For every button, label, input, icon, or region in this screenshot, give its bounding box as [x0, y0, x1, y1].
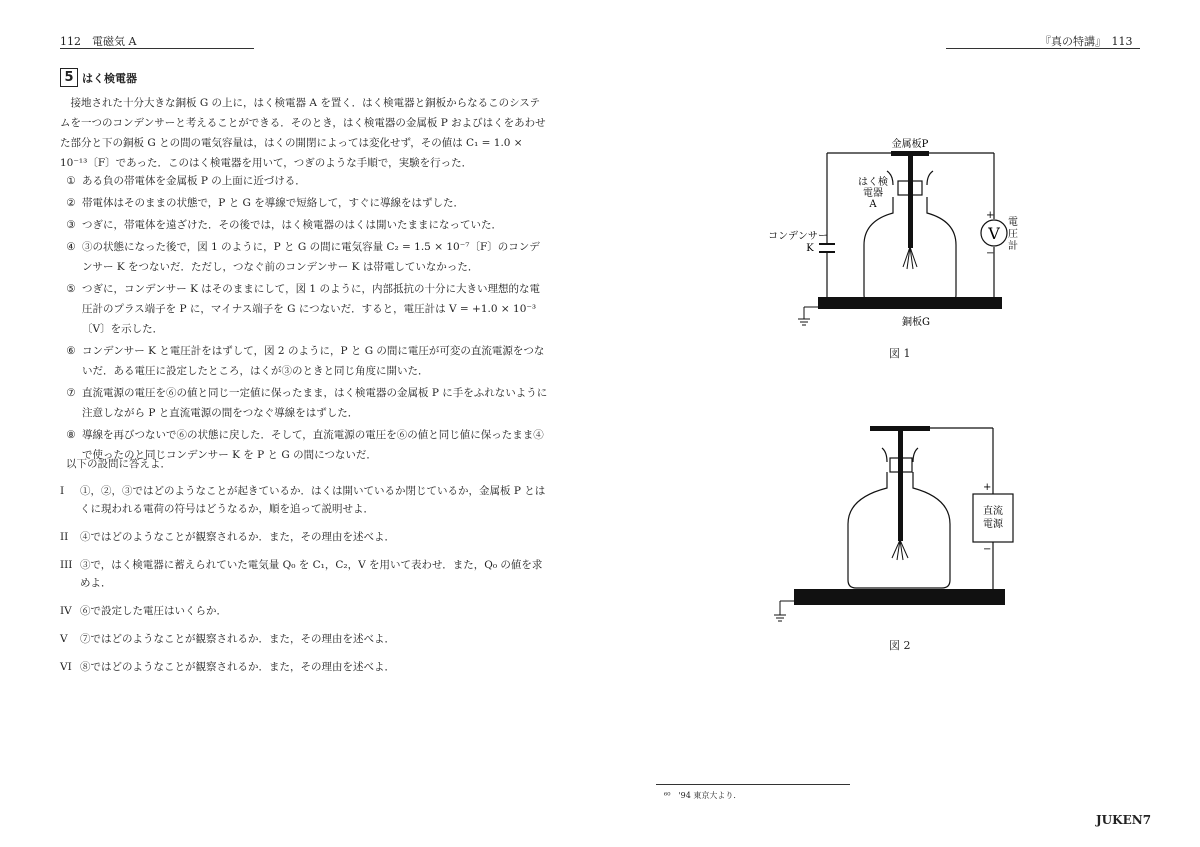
question-text: ⑥で設定した電圧はいくらか．	[80, 605, 227, 617]
step-text: 直流電源の電圧を⑥の値と同じ一定値に保ったまま，はく検電器の金属板 P に手をふれないように注意しながら P と直流電源の間をつなぐ導線をはずした．	[82, 387, 548, 419]
questions-list	[60, 482, 550, 686]
fig1-capacitor-label-1: コンデンサー	[768, 231, 828, 242]
step-text: ③の状態になった後で，図 1 のように，P と G の間に電気容量 C₂ = 1.5 × 10⁻⁷〔F〕のコンデンサー K をつないだ．ただし，つなぐ前のコンデンサー K は帯電していなかった．	[82, 241, 540, 273]
copper-plate-g	[794, 589, 1005, 605]
dc-power-source	[973, 494, 1013, 542]
step-number: ⑦	[66, 387, 76, 399]
question-item	[60, 658, 550, 676]
question-number: III	[60, 559, 73, 571]
ground-icon	[798, 307, 818, 325]
voltmeter-label-3: 計	[1008, 241, 1018, 252]
procedure-step	[60, 237, 550, 277]
step-text: 帯電体はそのままの状態で，P と G を導線で短絡して，すぐに導線をはずした．	[82, 197, 465, 209]
procedure-step	[60, 215, 550, 235]
question-item	[60, 602, 550, 620]
question-text: ③で，はく検電器に蓄えられていた電気量 Q₀ を C₁，C₂，V を用いて表わせ．また，Q₀ の値を求めよ．	[80, 559, 543, 589]
question-text: ④ではどのようなことが観察されるか．また，その理由を述べよ．	[80, 531, 395, 543]
question-prompt: 以下の設問に答えよ．	[66, 458, 171, 470]
footnote: ⁶⁰ '94 東京大より．	[664, 791, 742, 800]
step-number: ①	[66, 175, 76, 187]
voltmeter-minus: −	[986, 248, 995, 259]
question-number: VI	[60, 661, 72, 673]
fig1-electroscope-label-1: はく検	[858, 177, 888, 188]
left-header-rule	[60, 48, 254, 49]
fig1-electroscope-label-3: A	[869, 199, 877, 210]
section-title: はく検電器	[82, 71, 137, 85]
fig1-capacitor-label-2: K	[806, 243, 814, 254]
fig1-electroscope-label-2: 電器	[863, 188, 883, 199]
question-text: ⑦ではどのようなことが観察されるか．また，その理由を述べよ．	[80, 633, 395, 645]
footnote-rule	[656, 784, 850, 785]
step-text: コンデンサー K と電圧計をはずして，図 2 のように，P と G の間に電圧が可変の直流電源をつないだ．ある電圧に設定したところ，はくが③のときと同じ角度に開いた．	[82, 345, 545, 377]
copper-plate-g	[818, 297, 1002, 309]
procedure-step	[60, 171, 550, 191]
brand-logo: JUKEN7	[1096, 813, 1152, 827]
step-number: ③	[66, 219, 76, 231]
voltmeter-label-2: 圧	[1008, 229, 1018, 240]
procedure-step	[60, 279, 550, 339]
ground-icon	[774, 601, 794, 621]
step-text: 導線を再びつないで⑥の状態に戻した．そして，直流電源の電圧を⑥の値と同じ値に保ったまま④で使ったのと同じコンデンサー K を P と G の間につないだ．	[82, 429, 544, 461]
electroscope-leaves	[892, 540, 908, 560]
voltmeter-plus: +	[986, 210, 995, 221]
dc-source-minus: −	[983, 544, 992, 555]
question-text: ①，②，③ではどのようなことが起きているか．はくは開いているか閉じているか，金属板 P とはくに現われる電荷の符号はどうなるか，順を追って説明せよ．	[80, 485, 546, 515]
figure-1-diagram	[760, 135, 1020, 335]
question-number: II	[60, 531, 69, 543]
question-item	[60, 556, 550, 592]
voltmeter-letter: V	[988, 224, 1000, 243]
question-item	[60, 630, 550, 648]
figure-1-caption: 図 1	[889, 347, 911, 360]
question-item	[60, 528, 550, 546]
procedure-steps	[60, 171, 550, 467]
figure-2-diagram	[770, 420, 1030, 630]
dc-source-plus: +	[983, 482, 992, 493]
metal-plate-p	[891, 151, 929, 156]
procedure-step	[60, 383, 550, 423]
question-item	[60, 482, 550, 518]
step-text: つぎに，帯電体を遠ざけた．その後では，はく検電器のはくは開いたままになっていた．	[82, 219, 502, 231]
electroscope-leaves	[903, 247, 917, 269]
electroscope-rod	[898, 431, 903, 541]
question-text: ⑧ではどのようなことが観察されるか．また，その理由を述べよ．	[80, 661, 395, 673]
step-number: ⑧	[66, 429, 76, 441]
step-number: ⑤	[66, 283, 76, 295]
step-number: ④	[66, 241, 76, 253]
question-number: IV	[60, 605, 72, 617]
voltmeter-label-1: 電	[1008, 217, 1018, 228]
dc-source-label-1: 直流	[983, 506, 1003, 517]
fig1-plate-label: 金属板P	[891, 139, 929, 150]
step-number: ⑥	[66, 345, 76, 357]
intro-paragraph: 接地された十分大きな銅板 G の上に，はく検電器 A を置く．はく検電器と銅板からなるこのシステムを一つのコンデンサーと考えることができる．そのとき，はく検電器の金属板 P およびはくをあわせた部分と下の銅板 G との間の電気容量は，はくの開閉によっては変化せず，その値は C₁ = 1.0 × 10⁻¹³〔F〕であった．このはく検電器を用いて，つぎのような手順で，実験を行った．	[60, 97, 546, 169]
right-page-header: 『真の特講』 113	[1040, 35, 1133, 48]
step-number: ②	[66, 197, 76, 209]
step-text: ある負の帯電体を金属板 P の上面に近づける．	[82, 175, 306, 187]
metal-plate	[870, 426, 930, 431]
capacitor-k	[819, 243, 835, 253]
step-text: つぎに，コンデンサー K はそのままにして，図 1 のように，内部抵抗の十分に大きい理想的な電圧計のプラス端子を P に，マイナス端子を G につないだ．すると，電圧計は V = +1.0 × 10⁻³〔V〕を示した．	[82, 283, 540, 335]
procedure-step	[60, 193, 550, 213]
electroscope-rod	[908, 156, 913, 248]
left-page-header: 112 電磁気 A	[60, 35, 137, 48]
question-number: I	[60, 485, 65, 497]
section-number: 5	[60, 68, 78, 87]
fig1-copper-label: 銅板G	[902, 317, 930, 328]
question-number: V	[60, 633, 68, 645]
figure-2-caption: 図 2	[889, 639, 911, 652]
dc-source-label-2: 電源	[983, 519, 1003, 530]
procedure-step	[60, 341, 550, 381]
section-heading	[60, 68, 137, 87]
